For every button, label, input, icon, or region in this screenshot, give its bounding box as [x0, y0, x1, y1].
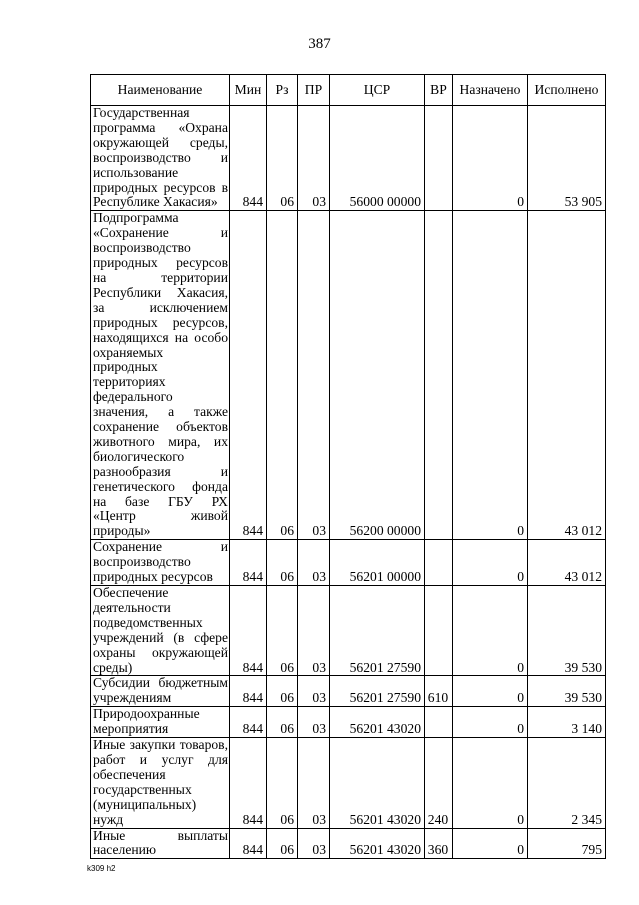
row-csr: 56201 43020 [330, 828, 425, 859]
row-min: 844 [230, 586, 267, 676]
row-pr: 03 [298, 106, 330, 211]
row-min: 844 [230, 106, 267, 211]
row-pr: 03 [298, 540, 330, 586]
row-csr: 56201 43020 [330, 707, 425, 738]
header-name: Наименование [91, 75, 230, 106]
header-pr: ПР [298, 75, 330, 106]
table-row [91, 707, 606, 738]
row-pr: 03 [298, 676, 330, 707]
row-assigned: 0 [453, 540, 528, 586]
row-assigned: 0 [453, 707, 528, 738]
row-min: 844 [230, 738, 267, 828]
row-name: Государственная программа «Охрана окружающей среды, воспроизводство и использование природных ресурсов в Республике Хакасия» [91, 106, 230, 211]
row-rz: 06 [267, 106, 298, 211]
table-row [91, 828, 606, 859]
row-pr: 03 [298, 738, 330, 828]
row-pr: 03 [298, 707, 330, 738]
row-assigned: 0 [453, 828, 528, 859]
row-executed: 39 530 [528, 586, 606, 676]
row-min: 844 [230, 707, 267, 738]
header-csr: ЦСР [330, 75, 425, 106]
row-name: Подпрограмма «Сохранение и воспроизводство природных ресурсов на территории Республики Хакасия, за исключением природных ресурсов, находящихся на особо охраняемых природных территориях федерального значения, а также сохранение объектов животного мира, их биологического разнообразия и генетического фонда на базе ГБУ РХ «Центр живой природы» [91, 211, 230, 540]
row-pr: 03 [298, 211, 330, 540]
row-vr: 240 [425, 738, 453, 828]
row-executed: 2 345 [528, 738, 606, 828]
header-vr: ВР [425, 75, 453, 106]
row-vr [425, 586, 453, 676]
row-executed: 39 530 [528, 676, 606, 707]
row-name: Иные выплаты населению [91, 828, 230, 859]
row-executed: 53 905 [528, 106, 606, 211]
row-name: Субсидии бюджетным учреждениям [91, 676, 230, 707]
footer-code: k309 h2 [87, 864, 116, 873]
row-vr: 610 [425, 676, 453, 707]
row-rz: 06 [267, 211, 298, 540]
table-row [91, 540, 606, 586]
row-name: Обеспечение деятельности подведомственных учреждений (в сфере охраны окружающей среды) [91, 586, 230, 676]
row-rz: 06 [267, 738, 298, 828]
row-name: Иные закупки товаров, работ и услуг для обеспечения государственных (муниципальных) нужд [91, 738, 230, 828]
budget-table [90, 74, 606, 859]
row-csr: 56000 00000 [330, 106, 425, 211]
row-rz: 06 [267, 586, 298, 676]
row-min: 844 [230, 828, 267, 859]
table-header-row [91, 75, 606, 106]
table-row [91, 738, 606, 828]
row-vr [425, 707, 453, 738]
row-rz: 06 [267, 540, 298, 586]
row-csr: 56200 00000 [330, 211, 425, 540]
table-row [91, 586, 606, 676]
row-csr: 56201 00000 [330, 540, 425, 586]
row-vr [425, 540, 453, 586]
row-assigned: 0 [453, 586, 528, 676]
header-rz: Рз [267, 75, 298, 106]
row-min: 844 [230, 211, 267, 540]
row-executed: 43 012 [528, 211, 606, 540]
table-row [91, 106, 606, 211]
row-name: Природоохранные мероприятия [91, 707, 230, 738]
page-number: 387 [308, 36, 331, 52]
table-row [91, 211, 606, 540]
row-csr: 56201 27590 [330, 586, 425, 676]
table-row [91, 676, 606, 707]
row-assigned: 0 [453, 738, 528, 828]
header-assigned: Назначено [453, 75, 528, 106]
row-csr: 56201 27590 [330, 676, 425, 707]
row-pr: 03 [298, 586, 330, 676]
row-csr: 56201 43020 [330, 738, 425, 828]
row-executed: 3 140 [528, 707, 606, 738]
row-rz: 06 [267, 707, 298, 738]
header-executed: Исполнено [528, 75, 606, 106]
row-name: Сохранение и воспроизводство природных ресурсов [91, 540, 230, 586]
row-assigned: 0 [453, 211, 528, 540]
row-vr [425, 211, 453, 540]
row-executed: 795 [528, 828, 606, 859]
row-executed: 43 012 [528, 540, 606, 586]
row-min: 844 [230, 540, 267, 586]
header-min: Мин [230, 75, 267, 106]
row-vr [425, 106, 453, 211]
row-min: 844 [230, 676, 267, 707]
row-vr: 360 [425, 828, 453, 859]
row-rz: 06 [267, 828, 298, 859]
row-assigned: 0 [453, 106, 528, 211]
row-pr: 03 [298, 828, 330, 859]
row-rz: 06 [267, 676, 298, 707]
row-assigned: 0 [453, 676, 528, 707]
